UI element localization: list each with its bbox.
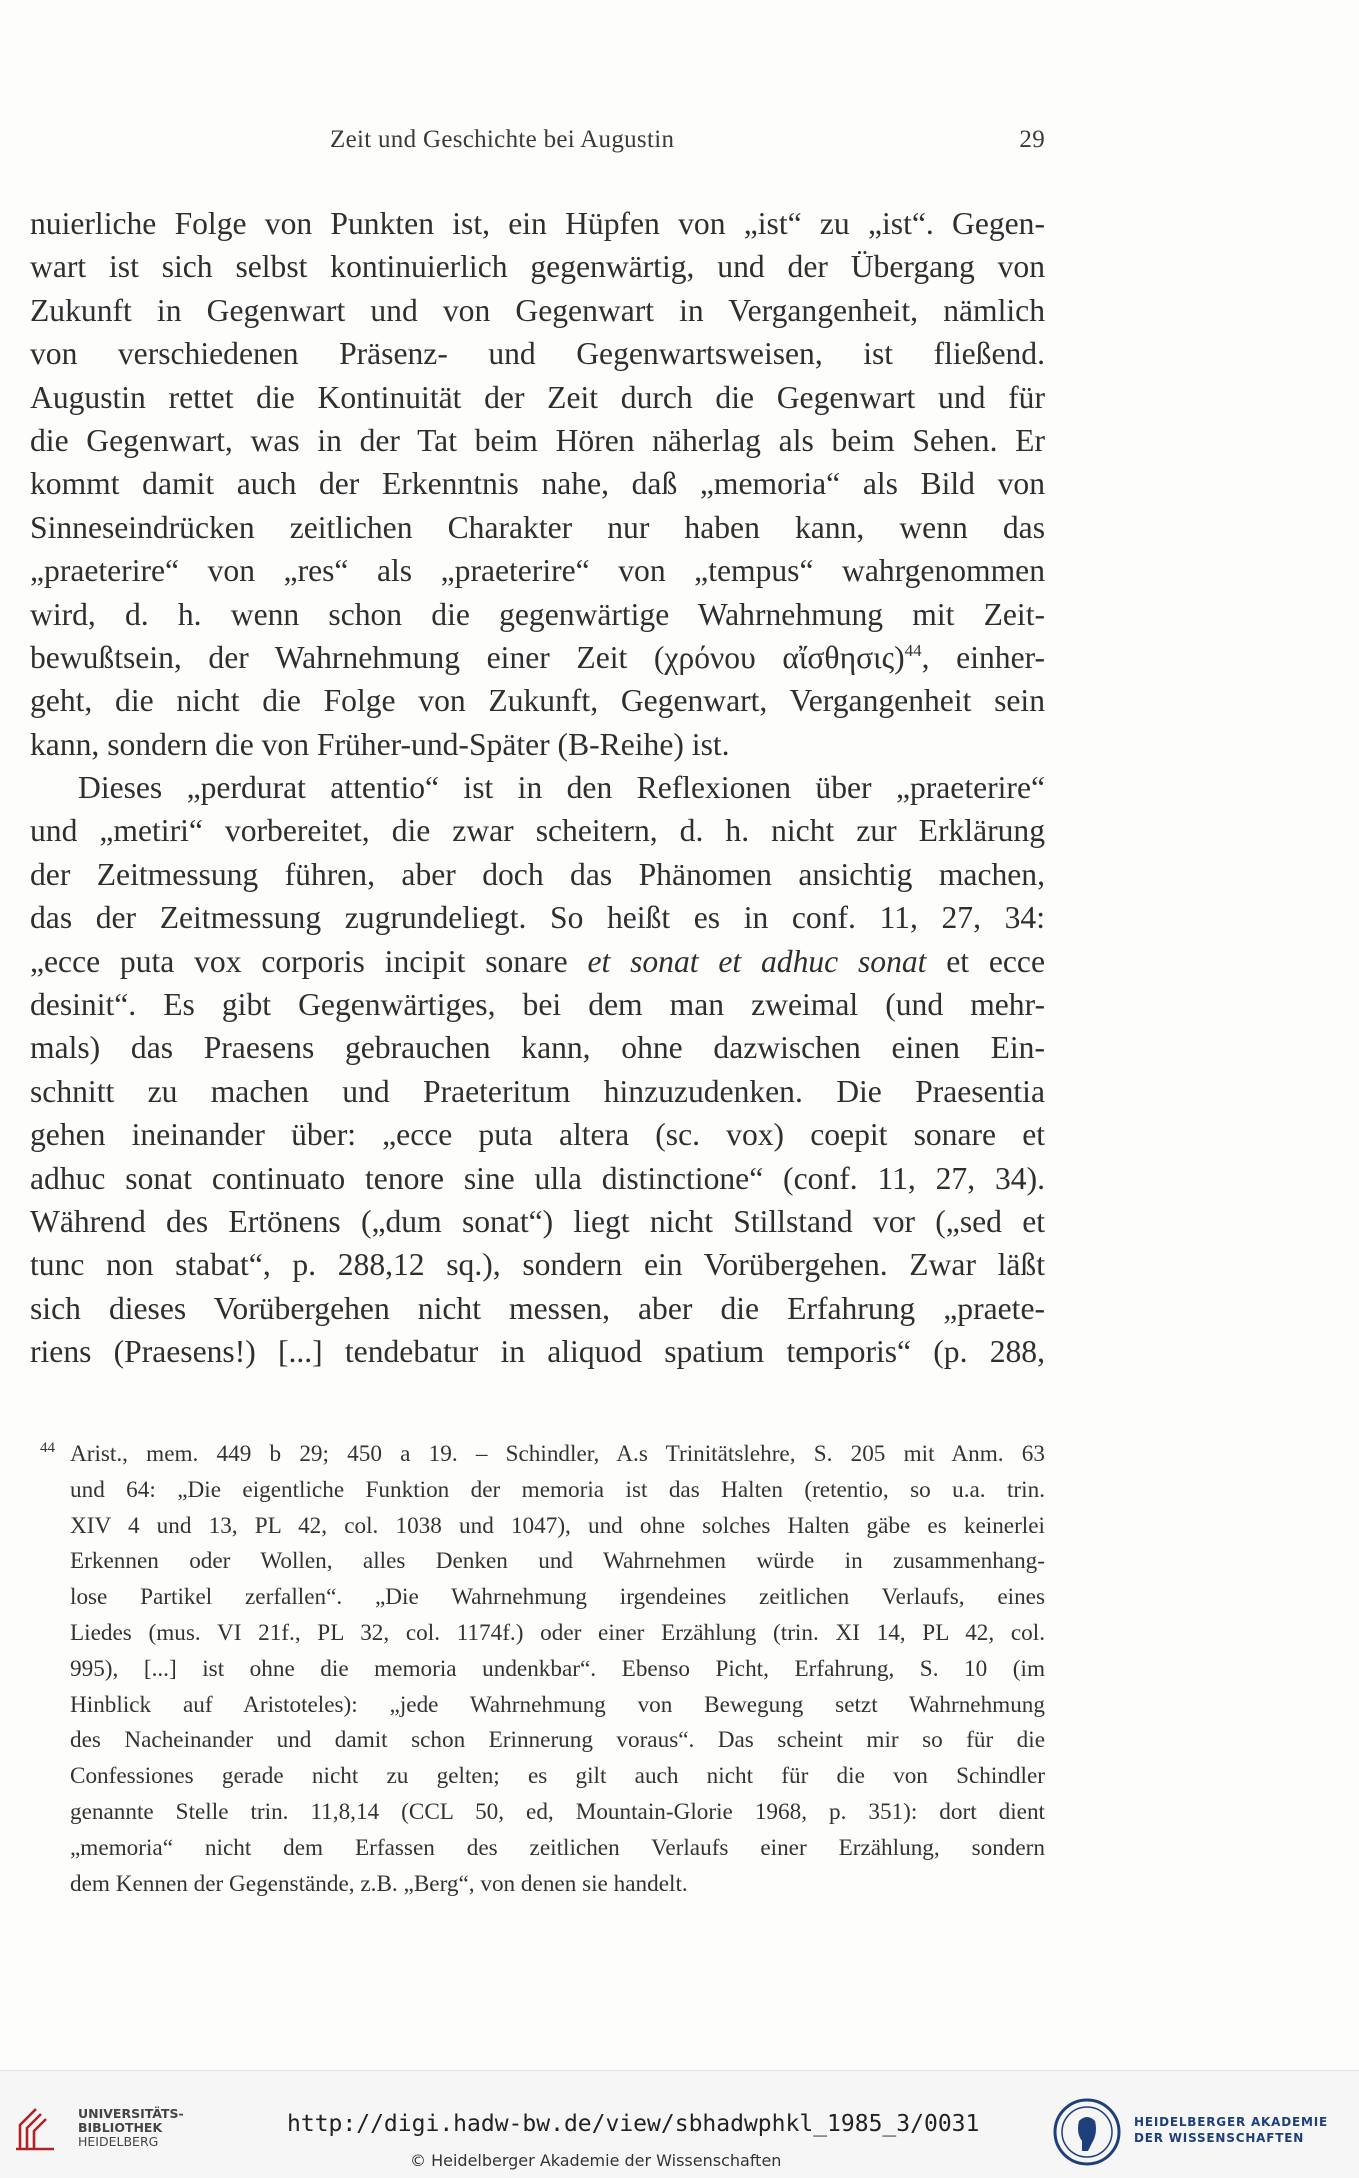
footnote-44	[40, 1437, 1045, 1902]
text-line: Während des Ertönens („dum sonat“) liegt nicht Stillstand vor („sed et	[30, 1203, 1045, 1239]
text-segment: „ecce puta vox corporis incipit sonare	[30, 943, 588, 979]
footnote-line: Confessiones gerade nicht zu gelten; es gilt auch nicht für die von Schindler	[70, 1763, 1045, 1790]
text-line: nuierliche Folge von Punkten ist, ein Hüpfen von „ist“ zu „ist“. Gegen-	[30, 206, 1045, 241]
text-line: sich dieses Vorübergehen nicht messen, aber die Erfahrung „praete-	[30, 1290, 1045, 1326]
permalink-url[interactable]: http://digi.hadw-bw.de/view/sbhadwphkl_1985_3/0031	[287, 2111, 980, 2137]
text-line: adhuc sonat continuato tenore sine ulla distinctione“ (conf. 11, 27, 34).	[30, 1160, 1045, 1196]
text-line: und „metiri“ vorbereitet, die zwar scheitern, d. h. nicht zur Erklärung	[30, 813, 1045, 849]
text-segment: bewußtsein, der Wahrnehmung einer Zeit (χρόνου αἴσθησις)	[30, 639, 905, 675]
page-number: 29	[1019, 126, 1045, 153]
text-line-with-italic	[30, 940, 1045, 983]
university-library-logo-icon	[14, 2103, 68, 2155]
viewer-footer	[0, 2070, 1359, 2178]
text-line-with-footnote-ref	[30, 636, 1045, 679]
text-line: kommt damit auch der Erkenntnis nahe, daß „memoria“ als Bild von	[30, 466, 1045, 502]
text-line: der Zeitmessung führen, aber doch das Phänomen ansichtig machen,	[30, 856, 1045, 892]
footnote-line: Hinblick auf Aristoteles): „jede Wahrnehmung von Bewegung setzt Wahrnehmung	[70, 1691, 1045, 1718]
footnote-line: und 64: „Die eigentliche Funktion der memoria ist das Halten (retentio, so u.a. trin.	[70, 1476, 1045, 1503]
main-text	[30, 202, 1045, 1374]
footnote-line: Arist., mem. 449 b 29; 450 a 19. – Schindler, A.s Trinitätslehre, S. 205 mit Anm. 63	[70, 1441, 1045, 1467]
text-line: riens (Praesens!) [...] tendebatur in aliquod spatium temporis“ (p. 288,	[30, 1334, 1045, 1370]
text-line: gehen ineinander über: „ecce puta altera (sc. vox) coepit sonare et	[30, 1117, 1045, 1153]
italic-quote: et sonat et adhuc sonat	[587, 943, 927, 979]
text-line: Dieses „perdurat attentio“ ist in den Reflexionen über „praeterire“	[78, 770, 1045, 806]
text-line: tunc non stabat“, p. 288,12 sq.), sondern ein Vorübergehen. Zwar läßt	[30, 1247, 1045, 1283]
text-line: das der Zeitmessung zugrundeliegt. So heißt es in conf. 11, 27, 34:	[30, 900, 1045, 936]
footnote-line: des Nacheinander und damit schon Erinnerung voraus“. Das scheint mir so für die	[70, 1727, 1045, 1754]
text-line: mals) das Praesens gebrauchen kann, ohne dazwischen einen Ein-	[30, 1030, 1045, 1066]
footnote-line: 995), [...] ist ohne die memoria undenkbar“. Ebenso Picht, Erfahrung, S. 10 (im	[70, 1655, 1045, 1682]
footnote-line: Liedes (mus. VI 21f., PL 32, col. 1174f.) oder einer Erzählung (trin. XI 14, PL 42, col.	[70, 1619, 1045, 1646]
text-line: kann, sondern die von Früher-und-Später (B-Reihe) ist.	[30, 726, 730, 762]
text-line: Zukunft in Gegenwart und von Gegenwart in Vergangenheit, nämlich	[30, 292, 1045, 328]
library-name: UNIVERSITÄTS- BIBLIOTHEK HEIDELBERG	[78, 2106, 184, 2149]
academy-name: HEIDELBERGER AKADEMIE DER WISSENSCHAFTEN	[1134, 2115, 1328, 2145]
text-line: desinit“. Es gibt Gegenwärtiges, bei dem man zweimal (und mehr-	[30, 987, 1045, 1023]
footnote-line: XIV 4 und 13, PL 42, col. 1038 und 1047), und ohne solches Halten gäbe es keinerlei	[70, 1512, 1045, 1539]
running-title: Zeit und Geschichte bei Augustin	[330, 126, 675, 153]
footnote-line: Erkennen oder Wollen, alles Denken und Wahrnehmen würde in zusammenhang-	[70, 1548, 1045, 1575]
copyright-notice: © Heidelberger Akademie der Wissenschaften	[410, 2151, 782, 2170]
footnote-marker: 44	[40, 1440, 55, 1456]
footnote-line: „memoria“ nicht dem Erfassen des zeitlichen Verlaufs einer Erzählung, sondern	[70, 1834, 1045, 1861]
text-line: Augustin rettet die Kontinuität der Zeit durch die Gegenwart und für	[30, 379, 1045, 415]
text-line: geht, die nicht die Folge von Zukunft, Gegenwart, Vergangenheit sein	[30, 683, 1045, 719]
footnote-line: genannte Stelle trin. 11,8,14 (CCL 50, ed, Mountain-Glorie 1968, p. 351): dort dient	[70, 1798, 1045, 1825]
footnote-ref: 44	[904, 640, 922, 660]
text-line: schnitt zu machen und Praeteritum hinzuzudenken. Die Praesentia	[30, 1073, 1045, 1109]
footnote-line: dem Kennen der Gegenstände, z.B. „Berg“, von denen sie handelt.	[70, 1870, 688, 1897]
footnote-line: lose Partikel zerfallen“. „Die Wahrnehmung irgendeines zeitlichen Verlaufs, eines	[70, 1584, 1045, 1611]
text-line: „praeterire“ von „res“ als „praeterire“ von „tempus“ wahrgenommen	[30, 553, 1045, 589]
text-segment: , einher-	[921, 639, 1046, 675]
text-line: wird, d. h. wenn schon die gegenwärtige Wahrnehmung mit Zeit-	[30, 596, 1045, 632]
text-line: Sinneseindrücken zeitlichen Charakter nur haben kann, wenn das	[30, 509, 1045, 545]
academy-seal-icon	[1052, 2097, 1122, 2167]
text-line: wart ist sich selbst kontinuierlich gegenwärtig, und der Übergang von	[30, 249, 1045, 285]
text-line: die Gegenwart, was in der Tat beim Hören näherlag als beim Sehen. Er	[30, 422, 1045, 458]
text-line: von verschiedenen Präsenz- und Gegenwartsweisen, ist fließend.	[30, 336, 1045, 372]
text-segment: et ecce	[926, 943, 1045, 979]
